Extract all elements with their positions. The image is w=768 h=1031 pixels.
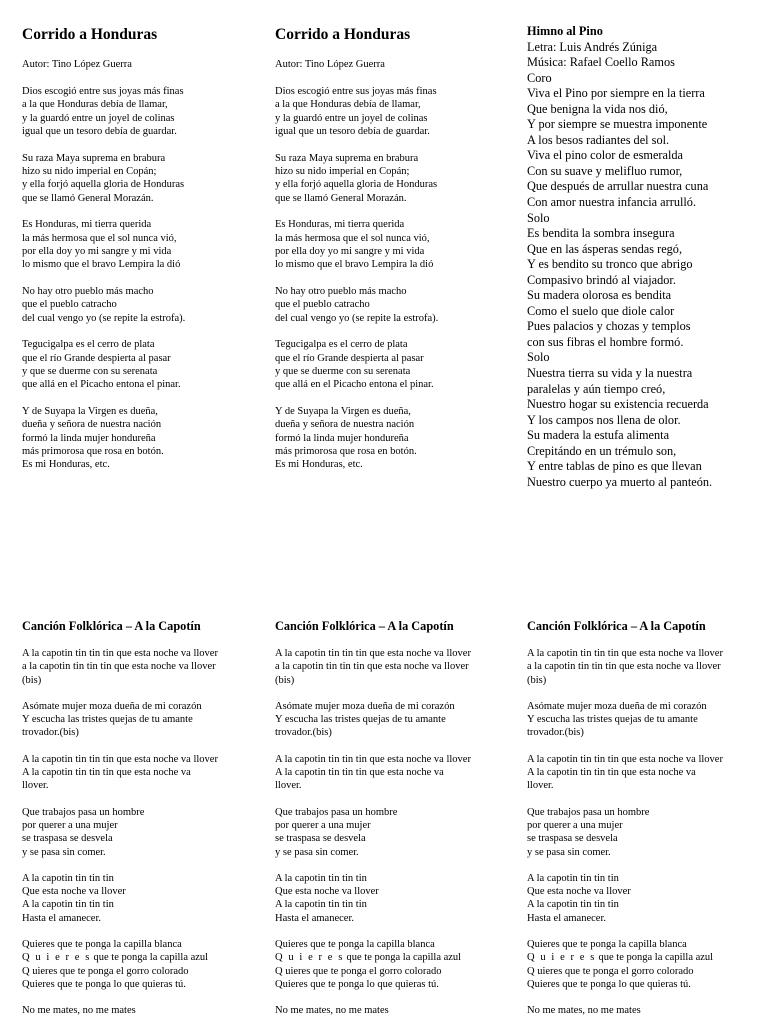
song-title: Canción Folklórica – A la Capotín <box>275 619 454 633</box>
stanza <box>22 405 262 472</box>
lyric-line: (bis) <box>275 674 295 686</box>
lyric-line: Quieres que te ponga lo que quieras tú. <box>275 978 439 990</box>
lyric-line: Que esta noche va llover <box>22 886 126 898</box>
lyric-line: No hay otro pueblo más macho <box>22 285 154 297</box>
lyric-line: y ella forjó aquella gloria de Honduras <box>22 179 185 191</box>
lyric-line: A la capotin tin tin tin <box>527 872 619 884</box>
lyric-line: Viva el Pino por siempre en la tierra <box>527 86 705 101</box>
lyric-line: Letra: Luis Andrés Zúniga <box>527 39 658 54</box>
lyric-line: llover. <box>527 780 554 792</box>
lyric-line: Música: Rafael Coello Ramos <box>527 55 675 70</box>
lyric-line: Es bendita la sombra insegura <box>527 226 675 241</box>
capotin-column-2 <box>275 619 515 1031</box>
lyric-line: Que en las ásperas sendas regó, <box>527 241 683 256</box>
lyric-line: Nuestro hogar su existencia recuerda <box>527 397 709 412</box>
lyric-line: que allá en el Picacho entona el pinar. <box>275 379 434 391</box>
lyric-line: del cual vengo yo (se repite la estrofa). <box>22 312 186 324</box>
lyric-line: más primorosa que rosa en botón. <box>22 445 164 457</box>
stanza <box>275 285 515 325</box>
lyric-text: que te ponga la capilla azul <box>595 952 714 964</box>
lyric-line: Y de Suyapa la Virgen es dueña, <box>22 405 158 417</box>
lyric-line: Nuestra tierra su vida y la nuestra <box>527 366 693 381</box>
lyric-line: A la capotin tin tin tin que esta noche va llover <box>527 753 723 765</box>
capotin-column-1 <box>22 619 262 1031</box>
stanza <box>22 938 262 991</box>
lyric-line: (bis) <box>22 674 42 686</box>
lyric-line: Que trabajos pasa un hombre <box>527 806 650 818</box>
lyric-line: llover. <box>22 780 49 792</box>
lyric-line: Es mi Honduras, etc. <box>22 459 110 471</box>
capotin-column-3 <box>527 619 763 1031</box>
lyric-line: lo mismo que el bravo Lempira la dió <box>275 259 434 271</box>
stanza <box>275 405 515 472</box>
lyric-line: Su madera olorosa es bendita <box>527 288 672 303</box>
lyric-line: A la capotin tin tin tin que esta noche va <box>275 767 444 779</box>
lyric-line: Coro <box>527 70 552 85</box>
stanza <box>527 806 763 859</box>
lyric-line: por querer a una mujer <box>275 819 371 831</box>
lyric-line: A la capotin tin tin tin que esta noche va llover <box>527 648 723 659</box>
lyric-line: lo mismo que el bravo Lempira la dió <box>22 259 181 271</box>
lyric-line: que el pueblo catracho <box>275 299 370 311</box>
song-title: Corrido a Honduras <box>275 26 411 43</box>
lyric-line: hizo su nido imperial en Copán; <box>22 166 157 178</box>
lyric-line: Q uieres que te ponga el gorro colorado <box>275 965 442 977</box>
lyric-line: igual que un tesoro debía de guardar. <box>275 126 430 138</box>
lyric-line: dueña y señora de nuestra nación <box>22 419 162 431</box>
lyric-line: y se pasa sin comer. <box>275 846 359 858</box>
lyric-line: Pues palacios y chozas y templos <box>527 319 691 334</box>
lyric-line: Crepitándo en un trémulo son, <box>527 443 677 458</box>
lyric-line: Es mi Honduras, etc. <box>275 459 363 471</box>
lyric-line: A la capotin tin tin tin <box>22 899 114 911</box>
lyric-line: a la que Honduras debía de llamar, <box>22 99 168 111</box>
lyric-line: y la guardó entre un joyel de colinas <box>275 112 428 124</box>
lyric-text: que te ponga la capilla azul <box>90 952 209 964</box>
lyric-line: se traspasa se desvela <box>275 833 366 845</box>
lyric-line: Y por siempre se muestra imponente <box>527 117 708 132</box>
lyric-line: más primorosa que rosa en botón. <box>275 445 417 457</box>
lyric-line: llover. <box>275 780 302 792</box>
lyric-line: Que después de arrullar nuestra cuna <box>527 179 709 194</box>
lyric-line: A la capotin tin tin tin que esta noche va <box>527 767 696 779</box>
spaced-word: Q u i e r e s <box>527 952 596 964</box>
lyric-line: la más hermosa que el sol nunca vió, <box>22 232 177 244</box>
lyric-line: Es Honduras, mi tierra querida <box>275 219 405 231</box>
lyric-line: Quieres que te ponga lo que quieras tú. <box>527 978 691 990</box>
stanza <box>22 285 262 325</box>
stanza <box>275 938 515 991</box>
lyric-line: Que esta noche va llover <box>527 886 631 898</box>
lyric-line: Y de Suyapa la Virgen es dueña, <box>275 405 411 417</box>
lyric-line: Viva el pino color de esmeralda <box>527 148 683 163</box>
lyric-line: a la capotin tin tin tin que esta noche va llover <box>275 661 469 673</box>
lyric-line: Y escucha las tristes quejas de tu amante <box>275 714 446 726</box>
lyric-line: Que esta noche va llover <box>275 886 379 898</box>
lyric-line <box>275 951 515 964</box>
lyric-text: que te ponga la capilla azul <box>343 952 462 964</box>
himno-column <box>527 24 763 490</box>
stanza <box>275 700 515 740</box>
song-title: Corrido a Honduras <box>22 26 158 43</box>
song-author: Autor: Tino López Guerra <box>22 59 132 70</box>
lyric-line: Su raza Maya suprema en brabura <box>275 152 419 164</box>
stanza <box>22 700 262 740</box>
lyric-line: trovador.(bis) <box>527 727 584 739</box>
lyric-line: A la capotin tin tin tin <box>275 872 367 884</box>
lyric-line: Quieres que te ponga la capilla blanca <box>22 939 182 951</box>
stanza <box>22 338 262 392</box>
lyric-line: Solo <box>527 350 550 365</box>
lyric-line: a la capotin tin tin tin que esta noche va llover <box>22 661 216 673</box>
lyric-line: A la capotin tin tin tin <box>527 899 619 911</box>
lyric-line: Q uieres que te ponga el gorro colorado <box>22 965 189 977</box>
stanza <box>275 806 515 859</box>
stanza <box>22 806 262 859</box>
lyric-line: trovador.(bis) <box>275 727 332 739</box>
stanza <box>275 647 515 687</box>
stanza <box>275 753 515 793</box>
lyric-line: Asómate mujer moza dueña de mi corazón <box>275 700 455 712</box>
lyric-line: que se llamó General Morazán. <box>22 192 154 204</box>
song-title: Canción Folklórica – A la Capotín <box>527 619 706 633</box>
lyric-line: Quieres que te ponga lo que quieras tú. <box>22 978 186 990</box>
lyric-line: que el río Grande despierta al pasar <box>275 352 424 364</box>
stanza <box>527 700 763 740</box>
lyric-line: se traspasa se desvela <box>22 833 113 845</box>
lyric-line: Y escucha las tristes quejas de tu amante <box>527 714 698 726</box>
lyric-line: Nuestro cuerpo ya muerto al panteón. <box>527 474 713 489</box>
himno-lines <box>527 40 763 491</box>
lyric-line: la más hermosa que el sol nunca vió, <box>275 232 430 244</box>
lyric-line: No hay otro pueblo más macho <box>275 285 407 297</box>
lyric-line: A la capotin tin tin tin que esta noche va <box>22 767 191 779</box>
lyric-line: que el pueblo catracho <box>22 299 117 311</box>
lyric-line: Asómate mujer moza dueña de mi corazón <box>22 700 202 712</box>
stanza <box>22 647 262 687</box>
lyric-line: hizo su nido imperial en Copán; <box>275 166 410 178</box>
himno-title: Himno al Pino <box>527 24 603 38</box>
stanza <box>527 872 763 925</box>
lyric-line <box>527 951 763 964</box>
lyric-line: que el río Grande despierta al pasar <box>22 352 171 364</box>
lyric-line: Su raza Maya suprema en brabura <box>22 152 166 164</box>
lyric-line: formó la linda mujer hondureña <box>275 432 409 444</box>
lyric-line: Tegucigalpa es el cerro de plata <box>22 339 155 351</box>
lyric-line: Quieres que te ponga la capilla blanca <box>275 939 435 951</box>
lyric-line: No me mates, no me mates <box>275 1005 389 1017</box>
lyric-line: Asómate mujer moza dueña de mi corazón <box>527 700 707 712</box>
lyric-line: a la que Honduras debía de llamar, <box>275 99 421 111</box>
stanza <box>275 152 515 206</box>
lyric-line: y ella forjó aquella gloria de Honduras <box>275 179 438 191</box>
stanza <box>527 647 763 687</box>
lyric-line: Hasta el amanecer. <box>527 912 606 924</box>
lyric-line: Q uieres que te ponga el gorro colorado <box>527 965 694 977</box>
lyric-line: A los besos radiantes del sol. <box>527 132 670 147</box>
stanza <box>275 85 515 139</box>
stanza <box>275 872 515 925</box>
lyric-line: y se pasa sin comer. <box>22 846 106 858</box>
song-title: Canción Folklórica – A la Capotín <box>22 619 201 633</box>
stanza <box>527 938 763 991</box>
stanza <box>22 753 262 793</box>
corrido-column-1 <box>22 26 262 485</box>
lyric-line: (bis) <box>527 674 547 686</box>
lyric-line: Compasivo brindó al viajador. <box>527 272 676 287</box>
corrido-column-2 <box>275 26 515 485</box>
spaced-word: Q u i e r e s <box>275 952 344 964</box>
lyric-line: A la capotin tin tin tin que esta noche va llover <box>22 648 218 659</box>
stanza <box>275 218 515 272</box>
lyric-line: A la capotin tin tin tin que esta noche va llover <box>275 753 471 765</box>
lyric-line: Que trabajos pasa un hombre <box>275 806 398 818</box>
lyric-line: Solo <box>527 210 550 225</box>
lyric-line: Y entre tablas de pino es que llevan <box>527 459 702 474</box>
stanza <box>527 753 763 793</box>
lyric-line: A la capotin tin tin tin que esta noche va llover <box>22 753 218 765</box>
lyric-line: Como el suelo que diole calor <box>527 303 675 318</box>
lyric-line: Tegucigalpa es el cerro de plata <box>275 339 408 351</box>
lyric-line: igual que un tesoro debía de guardar. <box>22 126 177 138</box>
lyric-line: A la capotin tin tin tin <box>22 872 114 884</box>
stanza <box>22 85 262 139</box>
lyric-line: Que benigna la vida nos dió, <box>527 101 668 116</box>
lyric-line: Hasta el amanecer. <box>22 912 101 924</box>
lyric-line: Es Honduras, mi tierra querida <box>22 219 152 231</box>
stanza <box>275 338 515 392</box>
lyric-line: Con su suave y melifluo rumor, <box>527 163 683 178</box>
lyric-line: del cual vengo yo (se repite la estrofa). <box>275 312 439 324</box>
lyric-line: se traspasa se desvela <box>527 833 618 845</box>
lyric-line: con sus fibras el hombre formó. <box>527 334 684 349</box>
spaced-word: Q u i e r e s <box>22 952 91 964</box>
lyric-line: a la capotin tin tin tin que esta noche va llover <box>527 661 721 673</box>
lyric-line: trovador.(bis) <box>22 727 79 739</box>
lyric-line: dueña y señora de nuestra nación <box>275 419 415 431</box>
lyric-line: por querer a una mujer <box>22 819 118 831</box>
lyric-line: Quieres que te ponga la capilla blanca <box>527 939 687 951</box>
lyric-line: Hasta el amanecer. <box>275 912 354 924</box>
lyric-line: por ella doy yo mi sangre y mi vida <box>22 246 172 258</box>
lyric-line: paralelas y aún tiempo creó, <box>527 381 666 396</box>
lyric-line <box>22 951 262 964</box>
lyric-line: por ella doy yo mi sangre y mi vida <box>275 246 425 258</box>
lyric-line: Con amor nuestra infancia arrulló. <box>527 195 697 210</box>
lyric-line: Que trabajos pasa un hombre <box>22 806 145 818</box>
lyric-line: por querer a una mujer <box>527 819 623 831</box>
lyric-line: y que se duerme con su serenata <box>275 365 411 377</box>
lyric-line: Dios escogió entre sus joyas más finas <box>275 86 437 97</box>
lyric-line: No me mates, no me mates <box>22 1005 136 1017</box>
lyric-line: formó la linda mujer hondureña <box>22 432 156 444</box>
stanza <box>22 872 262 925</box>
lyric-line: que allá en el Picacho entona el pinar. <box>22 379 181 391</box>
lyric-line: y se pasa sin comer. <box>527 846 611 858</box>
lyric-line: Dios escogió entre sus joyas más finas <box>22 86 184 97</box>
lyric-line: No me mates, no me mates <box>527 1005 641 1017</box>
lyric-line: y que se duerme con su serenata <box>22 365 158 377</box>
lyric-line: Y escucha las tristes quejas de tu amante <box>22 714 193 726</box>
lyric-line: Y es bendito su tronco que abrigo <box>527 257 693 272</box>
song-author: Autor: Tino López Guerra <box>275 59 385 70</box>
lyric-line: Y los campos nos llena de olor. <box>527 412 681 427</box>
lyric-line: A la capotin tin tin tin <box>275 899 367 911</box>
lyric-line: A la capotin tin tin tin que esta noche va llover <box>275 648 471 659</box>
stanza <box>22 152 262 206</box>
lyric-line: que se llamó General Morazán. <box>275 192 407 204</box>
stanza <box>22 218 262 272</box>
lyric-line: Su madera la estufa alimenta <box>527 428 670 443</box>
lyric-line: y la guardó entre un joyel de colinas <box>22 112 175 124</box>
